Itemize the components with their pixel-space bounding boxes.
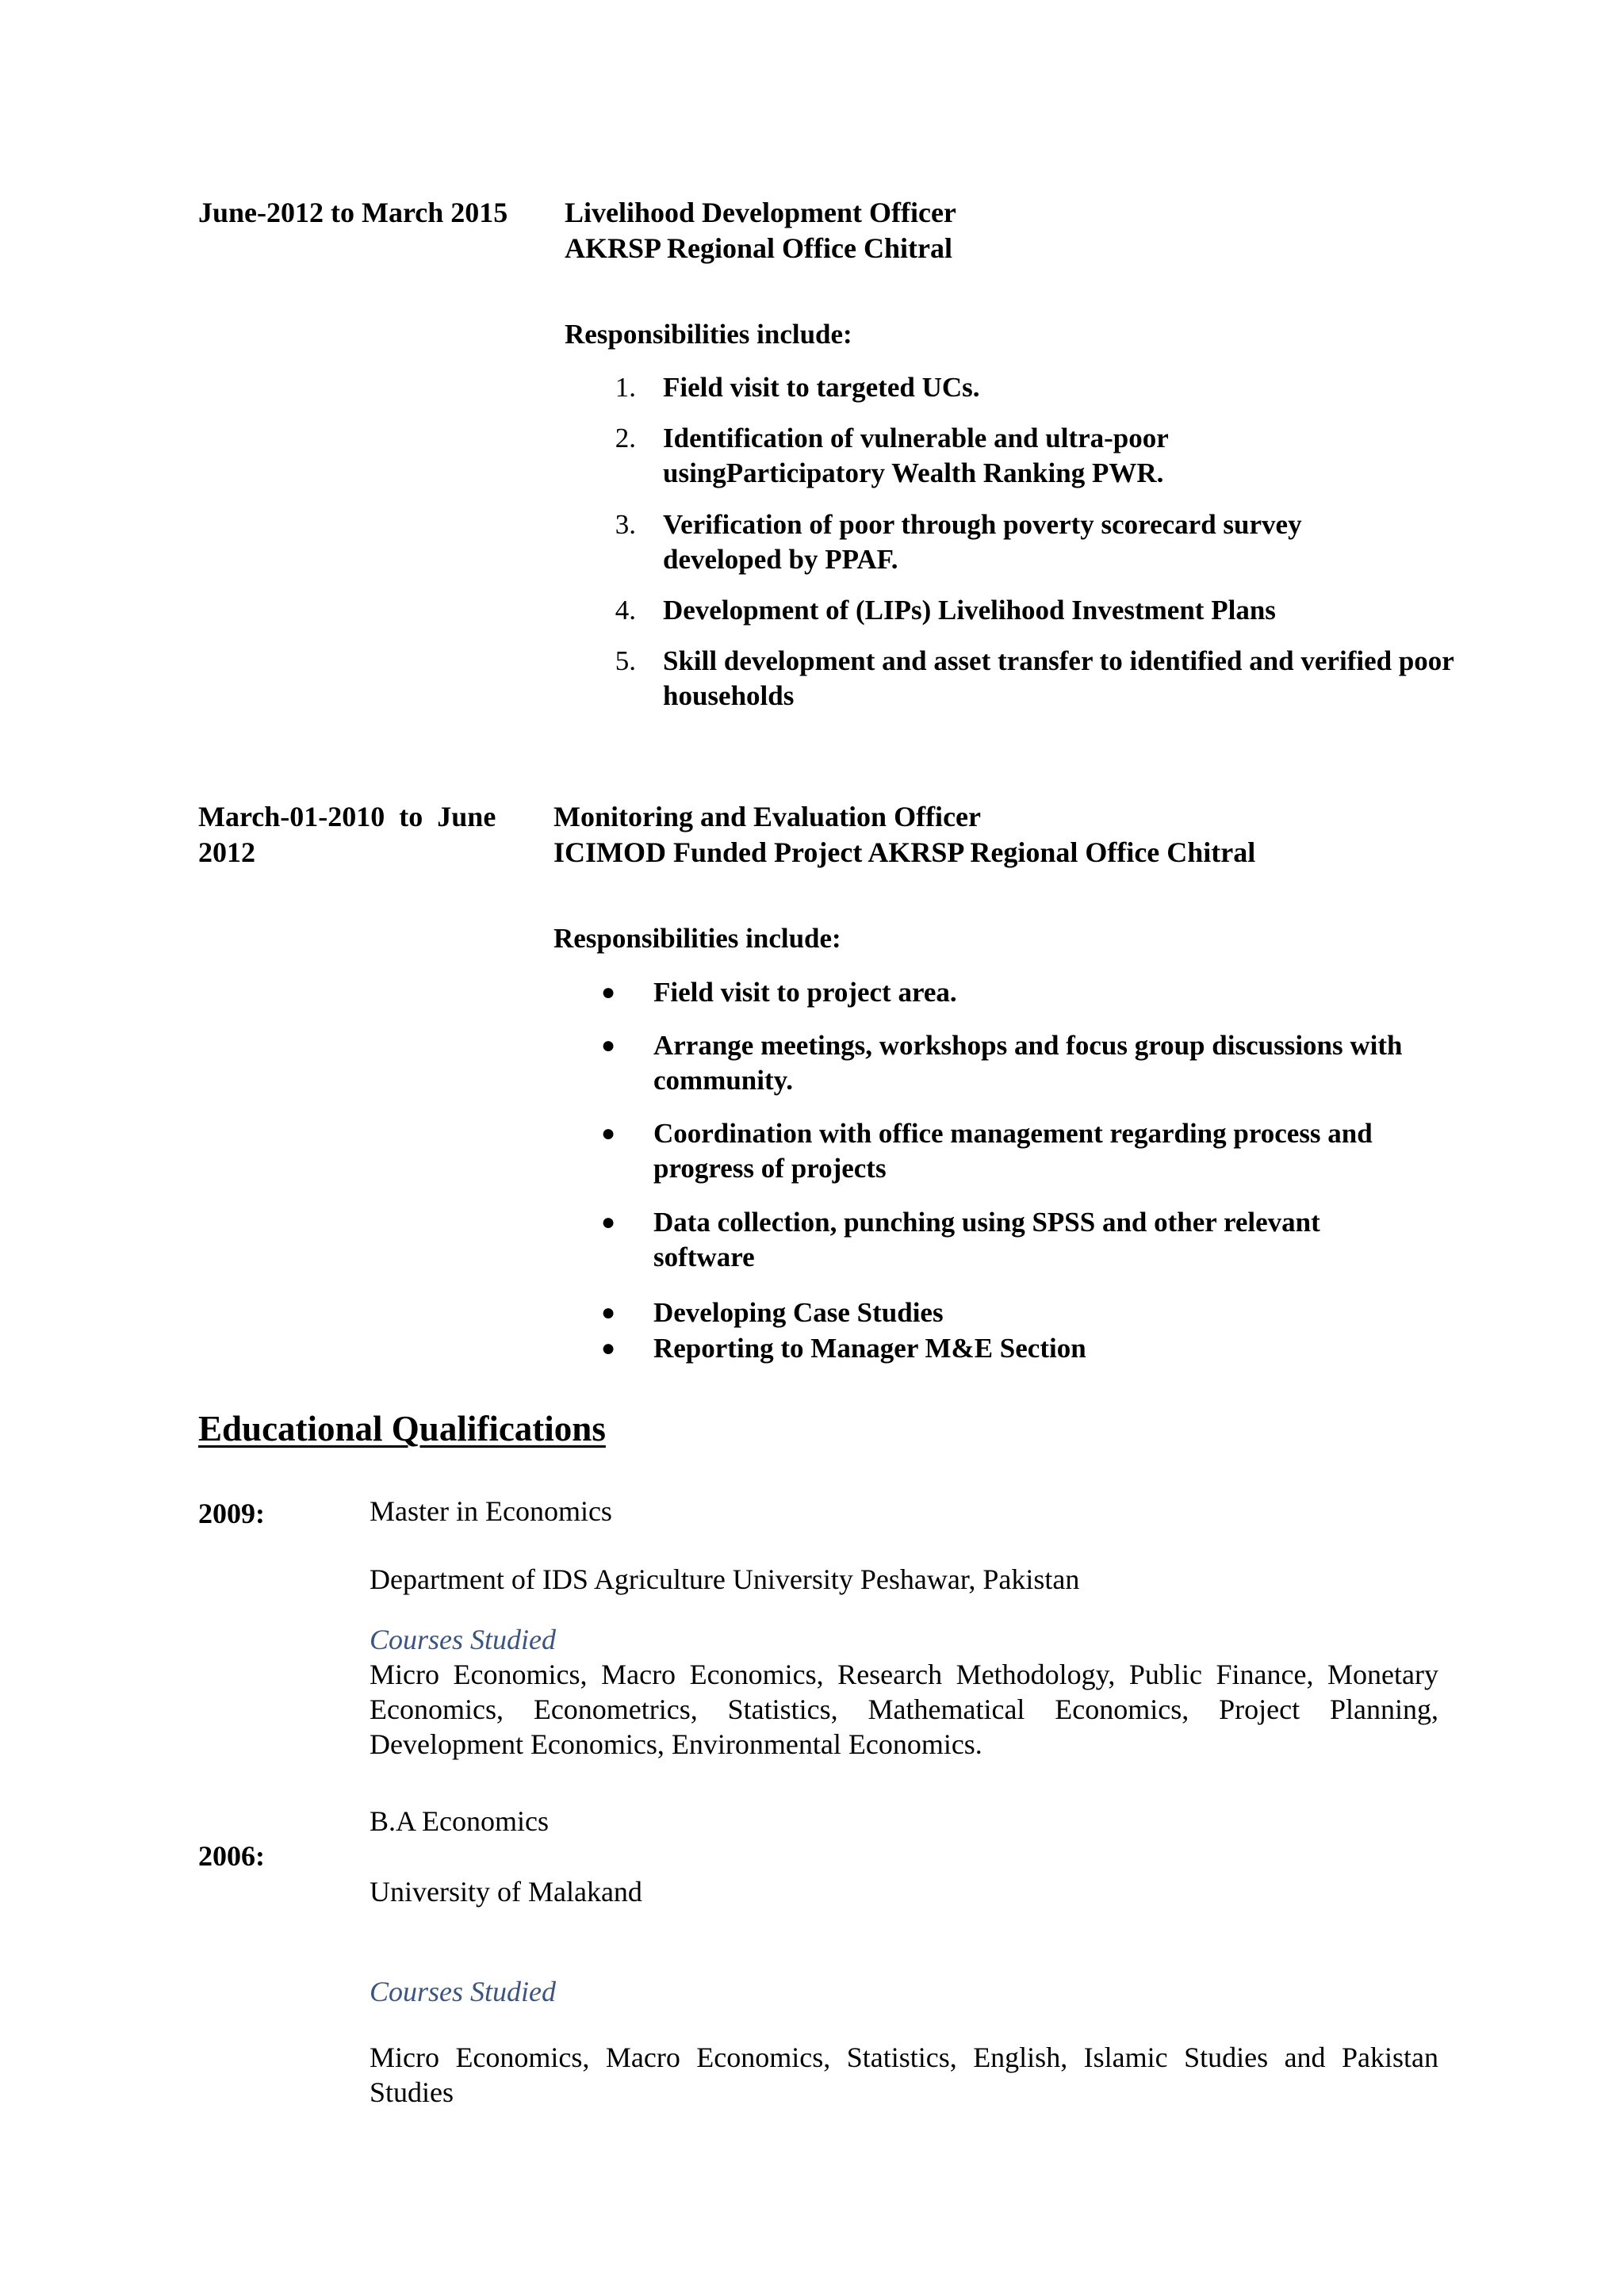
list-item: Field visit to targeted UCs. <box>663 372 980 403</box>
list-item: Identification of vulnerable and ultra-poor usingParticipatory Wealth Ranking PWR. <box>663 423 1169 488</box>
courses-list: Micro Economics, Macro Economics, Statistics, English, Islamic Studies and Pakistan Studies <box>370 2042 1438 2108</box>
list-item: Skill development and asset transfer to identified and verified poor households <box>663 645 1454 711</box>
bullet-icon: ● <box>600 1209 616 1235</box>
list-item-number: 1. <box>615 372 636 403</box>
education-institution: University of Malakand <box>370 1876 642 1908</box>
courses-label: Courses Studied <box>370 1624 557 1655</box>
bullet-icon: ● <box>600 1335 616 1361</box>
education-institution: Department of IDS Agriculture University Peshawar, Pakistan <box>370 1563 1080 1595</box>
education-year: 2009: <box>198 1498 265 1529</box>
list-item-number: 2. <box>615 423 636 453</box>
job1-organization: AKRSP Regional Office Chitral <box>565 232 952 264</box>
education-degree: Master in Economics <box>370 1495 612 1527</box>
list-item: Development of (LIPs) Livelihood Investment Plans <box>663 595 1276 626</box>
job1-responsibilities-heading: Responsibilities include: <box>565 319 852 350</box>
bullet-icon: ● <box>600 1032 616 1058</box>
list-item: Coordination with office management regarding process and progress of projects <box>653 1118 1373 1184</box>
education-year: 2006: <box>198 1840 265 1872</box>
bullet-icon: ● <box>600 979 616 1005</box>
bullet-icon: ● <box>600 1299 616 1326</box>
list-item: Field visit to project area. <box>653 977 957 1008</box>
list-item: Data collection, punching using SPSS and other relevant software <box>653 1207 1320 1272</box>
education-degree: B.A Economics <box>370 1805 549 1837</box>
list-item: Developing Case Studies <box>653 1297 944 1328</box>
job1-period: June-2012 to March 2015 <box>198 197 508 228</box>
bullet-icon: ● <box>600 1120 616 1146</box>
job2-period-line1: March-01-2010 to June <box>198 801 496 832</box>
list-item: Verification of poor through poverty scorecard survey developed by PPAF. <box>663 509 1302 575</box>
education-heading: Educational Qualifications <box>198 1409 606 1448</box>
list-item: Reporting to Manager M&E Section <box>653 1333 1086 1364</box>
job2-responsibilities-heading: Responsibilities include: <box>553 923 841 954</box>
list-item-number: 3. <box>615 509 636 540</box>
list-item-number: 5. <box>615 645 636 676</box>
job2-period-line2: 2012 <box>198 836 255 868</box>
list-item: Arrange meetings, workshops and focus group discussions with community. <box>653 1030 1403 1096</box>
job1-title: Livelihood Development Officer <box>565 197 956 228</box>
courses-list: Micro Economics, Macro Economics, Research Methodology, Public Finance, Monetary Economics, Econometrics, Statistics, Mathematical Economics, Project Planning, Development Economics, Environmental Economics. <box>370 1659 1438 1760</box>
job2-title: Monitoring and Evaluation Officer <box>553 801 981 832</box>
job2-organization: ICIMOD Funded Project AKRSP Regional Office Chitral <box>553 836 1256 868</box>
list-item-number: 4. <box>615 595 636 626</box>
courses-label: Courses Studied <box>370 1976 557 2007</box>
